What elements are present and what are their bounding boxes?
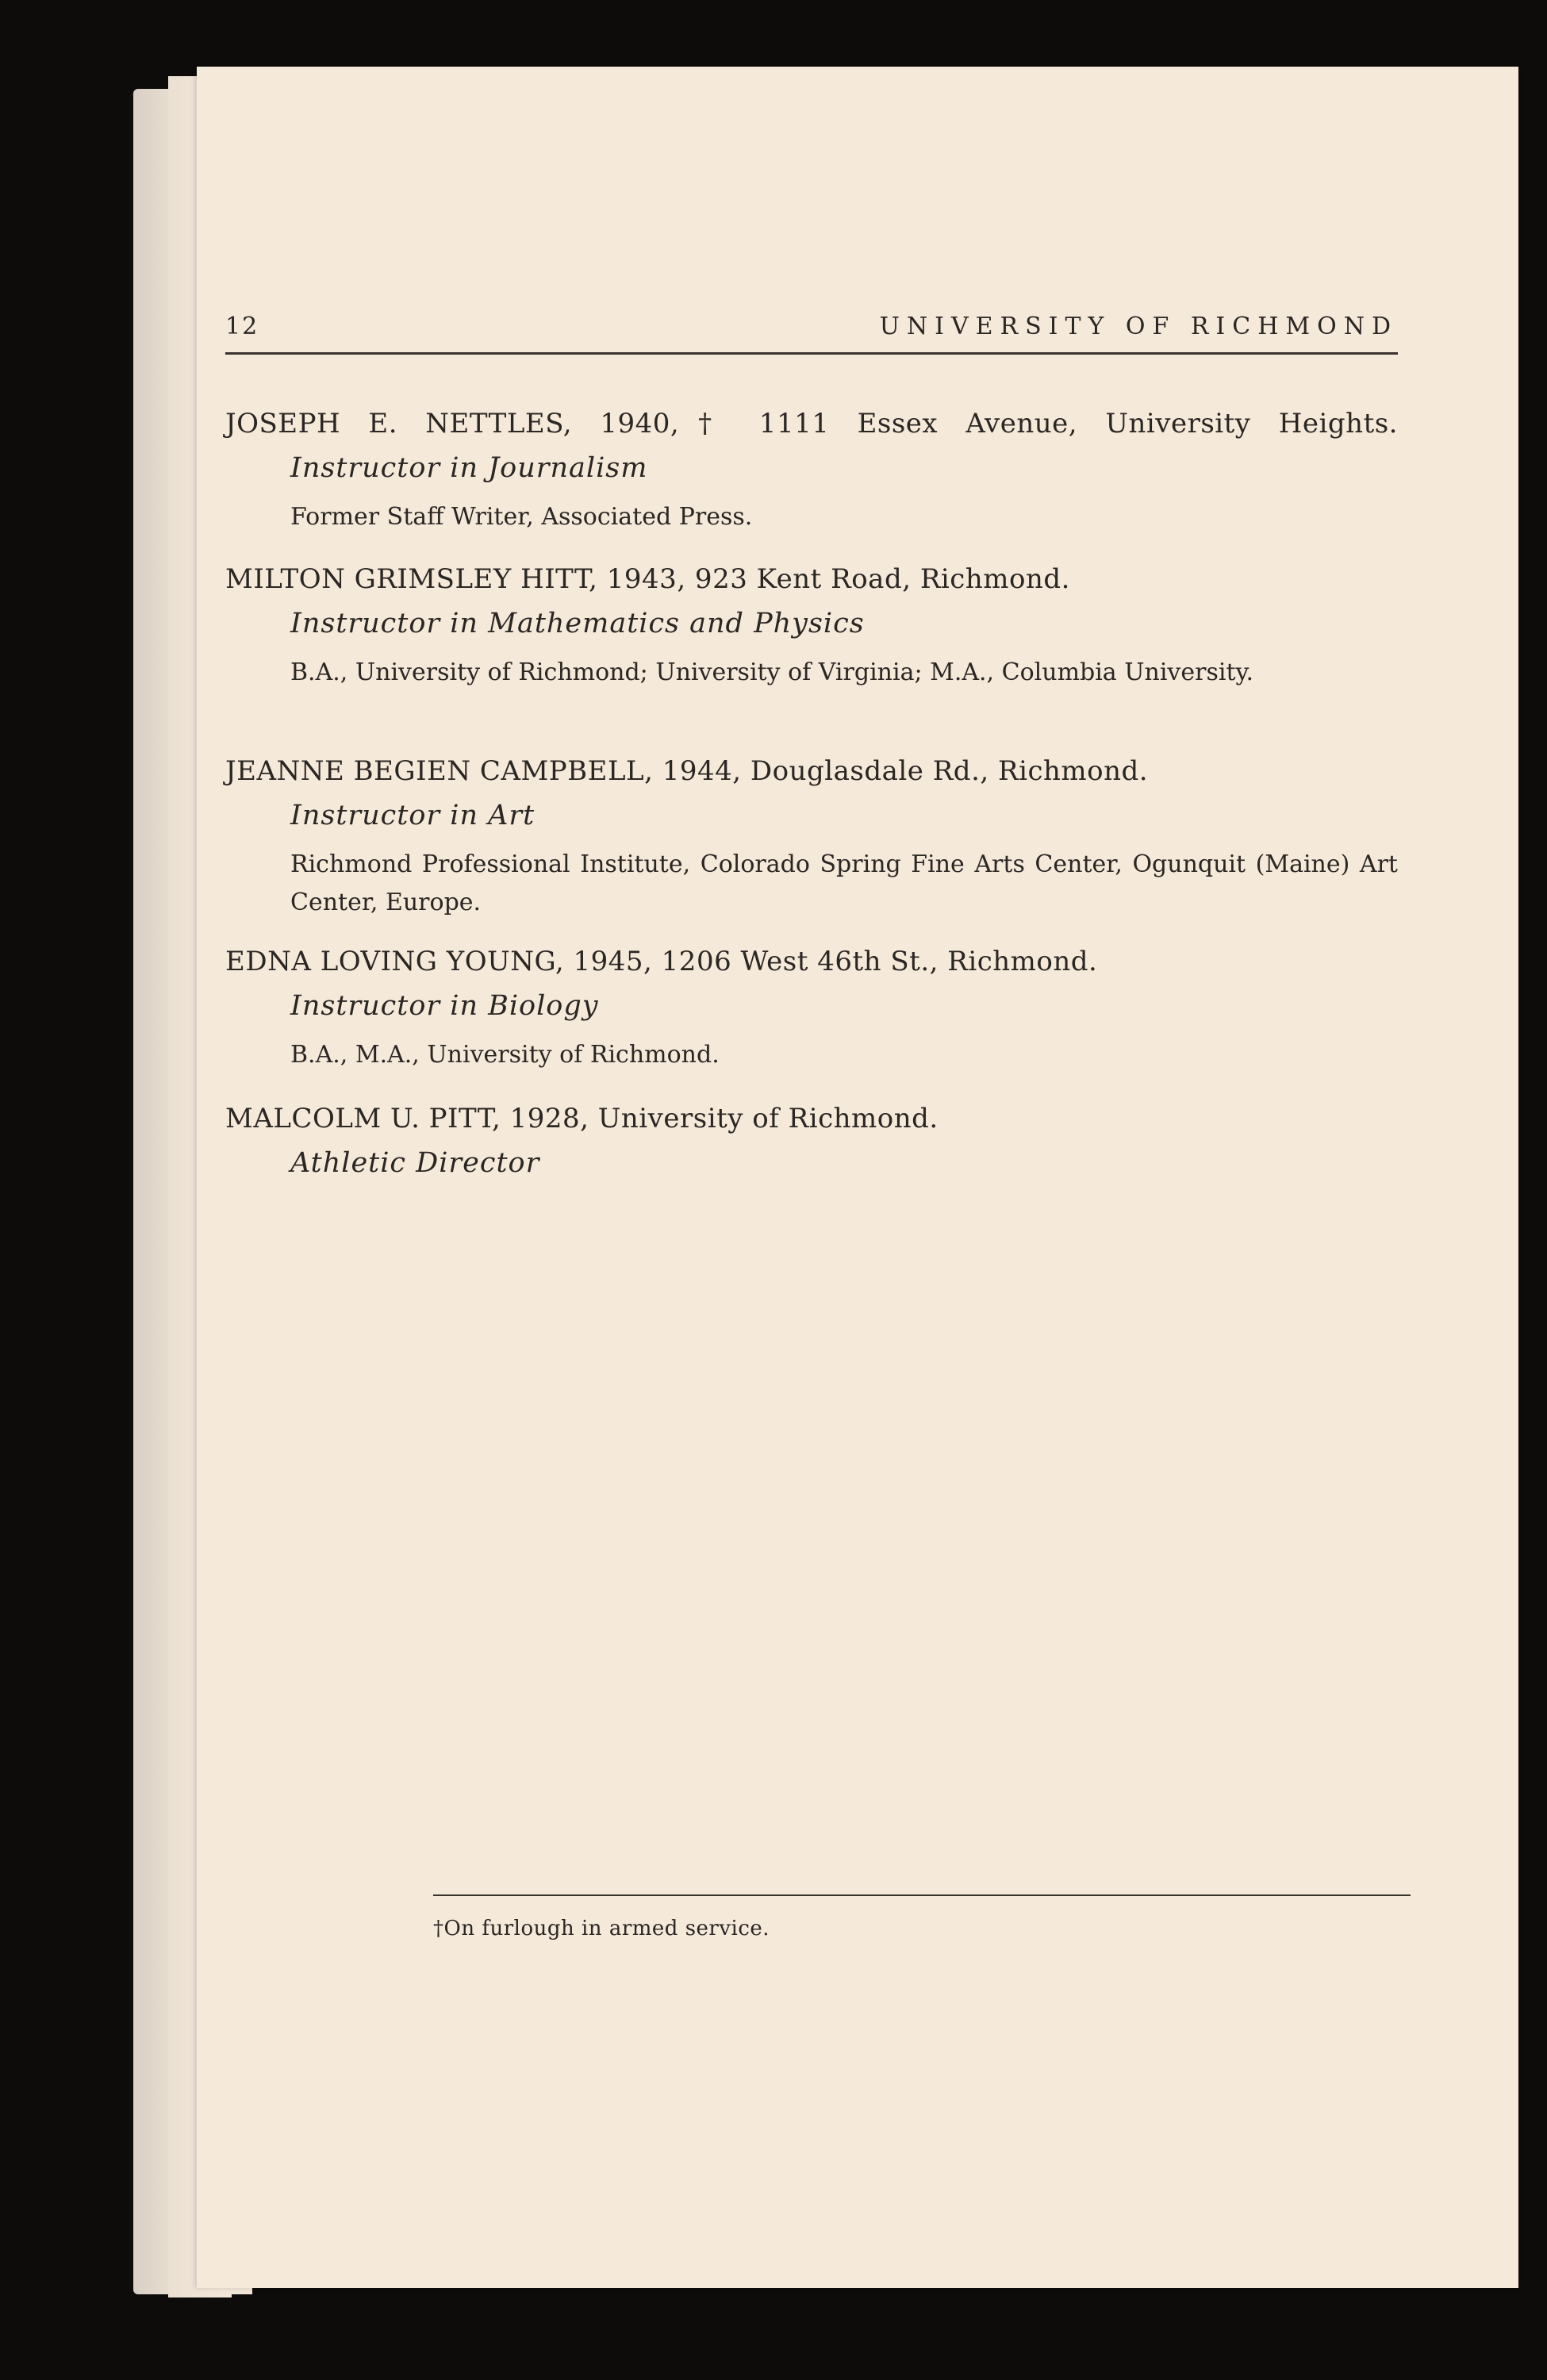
entry-title: Instructor in Mathematics and Physics bbox=[290, 608, 865, 639]
faculty-entry-young bbox=[225, 944, 1398, 1074]
faculty-entry-campbell bbox=[225, 754, 1398, 922]
page-number: 12 bbox=[225, 313, 259, 340]
entry-name: JEANNE BEGIEN CAMPBELL, 1944, Douglasdale Rd., Richmond. bbox=[225, 755, 1149, 787]
footnote: †On furlough in armed service. bbox=[433, 1917, 770, 1940]
faculty-entry-hitt bbox=[225, 562, 1398, 692]
entry-name: MILTON GRIMSLEY HITT, 1943, 923 Kent Road, Richmond. bbox=[225, 563, 1070, 595]
entry-name: EDNA LOVING YOUNG, 1945, 1206 West 46th St., Richmond. bbox=[225, 946, 1098, 977]
entry-title: Instructor in Biology bbox=[290, 990, 599, 1022]
entry-details: B.A., University of Richmond; University of Virginia; M.A., Columbia University. bbox=[290, 658, 1254, 686]
faculty-entry-nettles bbox=[225, 406, 1398, 536]
page-header bbox=[225, 308, 1398, 355]
footnote-rule bbox=[433, 1894, 1411, 1896]
entry-name: MALCOLM U. PITT, 1928, University of Richmond. bbox=[225, 1103, 939, 1134]
entry-name: JOSEPH E. NETTLES, 1940,† 1111 Essex Avenue, University Heights. bbox=[225, 408, 1398, 440]
faculty-entry-pitt bbox=[225, 1101, 1398, 1182]
entry-title: Athletic Director bbox=[290, 1147, 540, 1179]
running-head: UNIVERSITY OF RICHMOND bbox=[879, 313, 1398, 340]
entry-details: Former Staff Writer, Associated Press. bbox=[290, 503, 753, 531]
entry-details: B.A., M.A., University of Richmond. bbox=[290, 1041, 720, 1069]
entry-title: Instructor in Journalism bbox=[290, 452, 648, 484]
entry-details: Richmond Professional Institute, Colorado Spring Fine Arts Center, Ogunquit (Maine) Art Center, Europe. bbox=[290, 850, 1398, 916]
entry-title: Instructor in Art bbox=[290, 800, 536, 831]
